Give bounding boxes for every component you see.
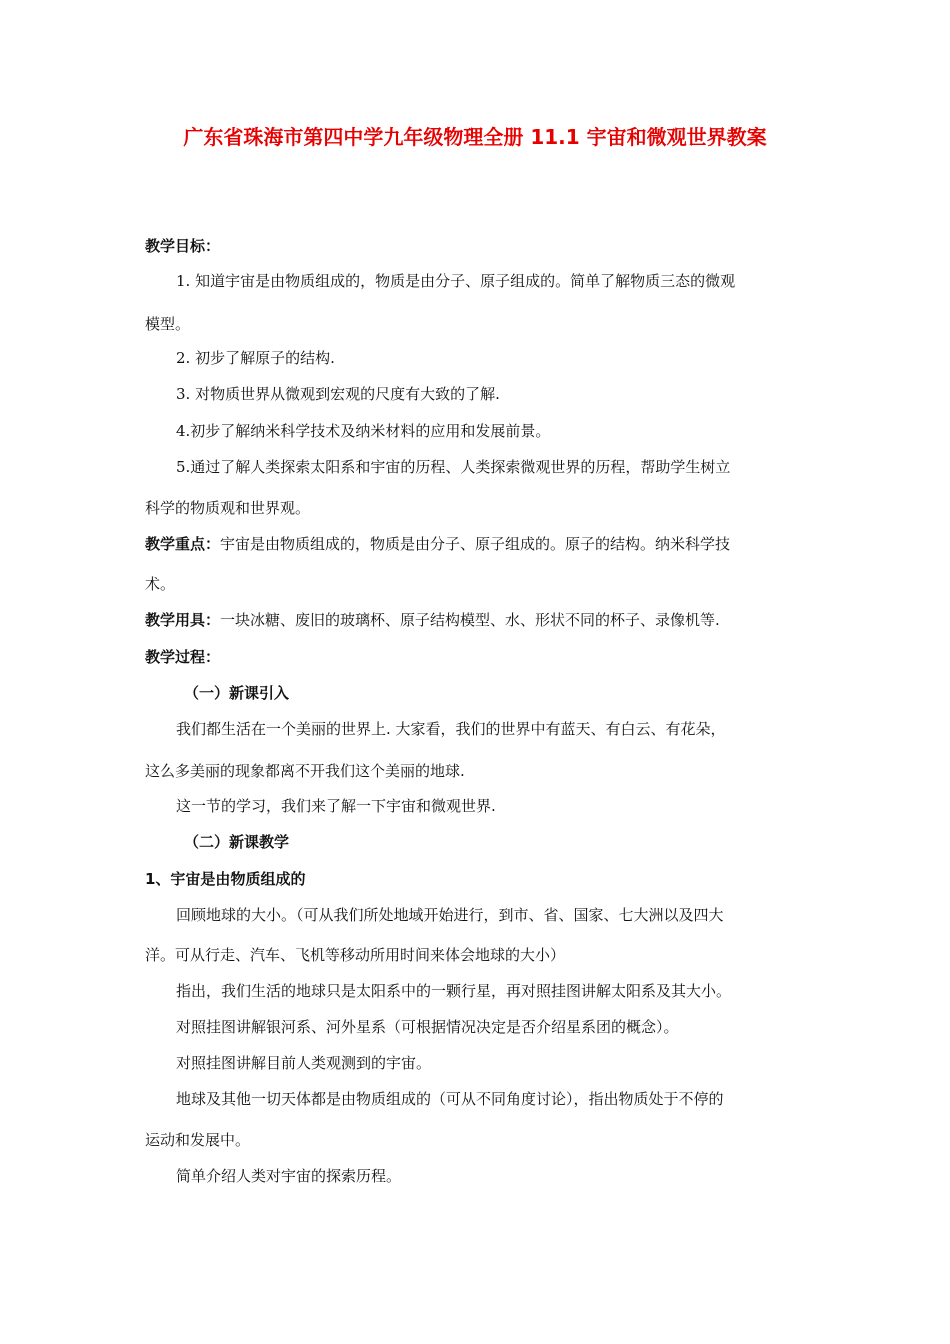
tools-line bbox=[145, 609, 825, 631]
paragraph-3: 对照挂图讲解银河系、河外星系（可根据情况决定是否介绍星系团的概念）。 bbox=[176, 1018, 679, 1036]
goal-3: 3. 对物质世界从微观到宏观的尺度有大致的了解. bbox=[176, 385, 500, 403]
section-new-lesson-intro: （一）新课引入 bbox=[184, 684, 290, 702]
process-heading: 教学过程： bbox=[145, 648, 221, 666]
paragraph-4: 对照挂图讲解目前人类观测到的宇宙。 bbox=[176, 1054, 432, 1072]
tools-text: 一块冰糖、废旧的玻璃杯、原子结构模型、水、形状不同的杯子、录像机等. bbox=[220, 611, 720, 629]
focus-continued: 术。 bbox=[145, 575, 176, 593]
goal-1-continued: 模型。 bbox=[145, 315, 191, 333]
paragraph-5: 地球及其他一切天体都是由物质组成的（可从不同角度讨论），指出物质处于不停的 bbox=[176, 1090, 724, 1108]
focus-label: 教学重点： bbox=[145, 535, 221, 553]
paragraph-5-continued: 运动和发展中。 bbox=[145, 1131, 251, 1149]
tools-label: 教学用具： bbox=[145, 611, 221, 629]
goal-5: 5.通过了解人类探索太阳系和宇宙的历程、人类探索微观世界的历程，帮助学生树立 bbox=[176, 458, 731, 476]
goal-5-continued: 科学的物质观和世界观。 bbox=[145, 499, 311, 517]
goal-1: 1. 知道宇宙是由物质组成的，物质是由分子、原子组成的。简单了解物质三态的微观 bbox=[176, 272, 736, 290]
paragraph-1: 回顾地球的大小。（可从我们所处地域开始进行，到市、省、国家、七大洲以及四大 bbox=[176, 906, 724, 924]
intro-paragraph-1: 我们都生活在一个美丽的世界上. 大家看，我们的世界中有蓝天、有白云、有花朵， bbox=[176, 720, 726, 738]
focus-text: 宇宙是由物质组成的，物质是由分子、原子组成的。原子的结构。纳米科学技 bbox=[220, 535, 731, 553]
goal-2: 2. 初步了解原子的结构. bbox=[176, 349, 335, 367]
document-title: 广东省珠海市第四中学九年级物理全册 11.1 宇宙和微观世界教案 bbox=[183, 125, 767, 149]
focus-line bbox=[145, 533, 825, 555]
paragraph-6: 简单介绍人类对宇宙的探索历程。 bbox=[176, 1167, 402, 1185]
paragraph-2: 指出，我们生活的地球只是太阳系中的一颗行星，再对照挂图讲解太阳系及其大小。 bbox=[176, 982, 732, 1000]
intro-paragraph-1-continued: 这么多美丽的现象都离不开我们这个美丽的地球. bbox=[145, 762, 465, 780]
goal-4: 4.初步了解纳米科学技术及纳米材料的应用和发展前景。 bbox=[176, 422, 551, 440]
paragraph-1-continued: 洋。可从行走、汽车、飞机等移动所用时间来体会地球的大小） bbox=[145, 946, 566, 964]
intro-paragraph-2: 这一节的学习，我们来了解一下宇宙和微观世界. bbox=[176, 797, 496, 815]
goals-heading: 教学目标： bbox=[145, 237, 221, 255]
section-new-lesson-teaching: （二）新课教学 bbox=[184, 833, 290, 851]
subheading-universe-matter: 1、宇宙是由物质组成的 bbox=[145, 870, 306, 888]
